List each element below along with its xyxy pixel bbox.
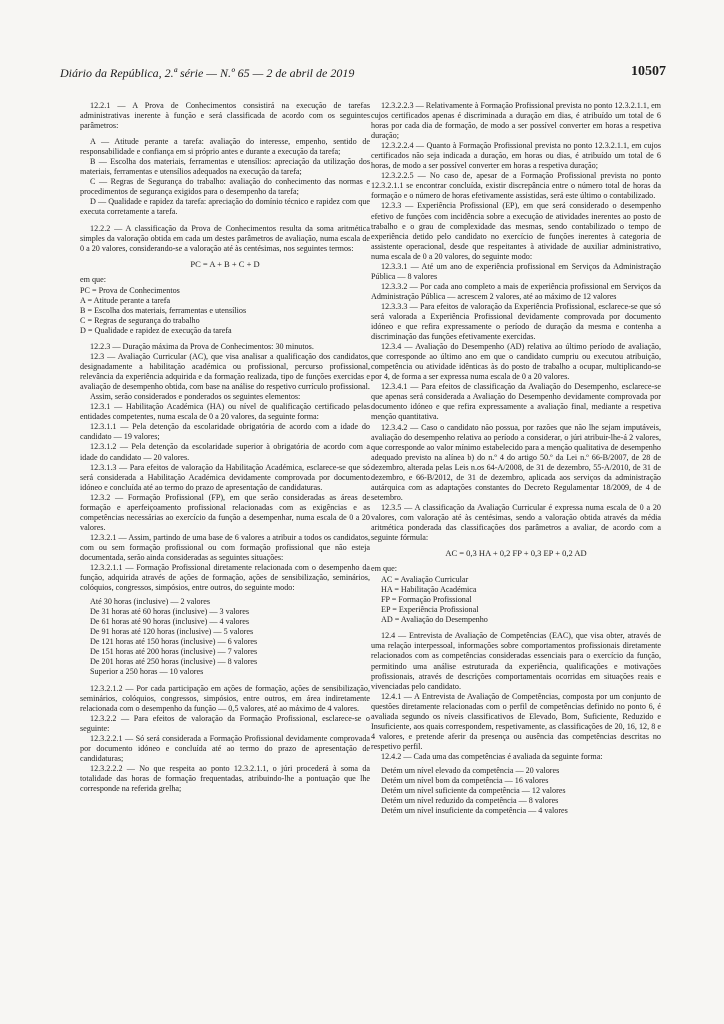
paragraph: em que:	[371, 564, 397, 574]
journal-title: Diário da República, 2.ª série — N.º 65 — 2 de abril de 2019	[60, 66, 355, 80]
paragraph: 12.3.1.2 — Pela detenção da escolaridade superior à obrigatória de acordo com a idade do candidato — 20 valores.	[80, 442, 370, 462]
paragraph: 12.3.5 — A classificação da Avaliação Curricular é expressa numa escala de 0 a 20 valores, com valoração até às centésimas, sendo a valoração obtida através da média aritmética ponderada das classificações dos parâmetros a avaliar, de acordo com a seguinte fórmula:	[371, 502, 661, 543]
paragraph: 12.3.2 — Formação Profissional (FP), em que serão consideradas as áreas de formação e aperfeiçoamento profissional relacionadas com as exigências e as competências necessárias ao exercício da função a desempenhar, numa escala de 0 a 20 valores.	[80, 492, 370, 532]
list-item: B = Escolha dos materiais, ferramentas e utensílios	[80, 305, 247, 315]
paragraph: 12.3.2.2 — Para efeitos de valoração da Formação Profissional, esclarece-se o seguinte:	[80, 713, 370, 733]
list-item: AC = Avaliação Curricular	[381, 575, 469, 585]
paragraph: 12.3.2.2.5 — No caso de, apesar de a Formação Profissional prevista no ponto 12.3.2.1.1 se encontrar concluída, existir discrepância entre o número total de horas da formação e o número de horas efetivamente assistidas, será este último o contabilizado.	[371, 171, 661, 201]
paragraph: 12.3.4.1 — Para efeitos de classificação da Avaliação do Desempenho, esclarece-se que apenas será considerada a Avaliação do Desempenho devidamente comprovada por documento idóneo e que refira expressamente a avaliação final, mediante a respetiva menção quantitativa.	[371, 382, 661, 422]
paragraph: 12.4 — Entrevista de Avaliação de Competências (EAC), que visa obter, através de uma relação interpessoal, informações sobre comportamentos profissionais diretamente relacionados com as competências consideradas essenciais para o exercício da função, permitindo uma análise estruturada da experiência, qualificações e motivações profissionais, através de descrições comportamentais ocorridas em situações reais e vivenciadas pelo candidato.	[371, 631, 661, 691]
paragraph: 12.3.2.2.1 — Só será considerada a Formação Profissional devidamente comprovada por documento idóneo e concluída até ao termo do prazo de apresentação de candidaturas;	[80, 733, 370, 763]
list-item: AD = Avaliação do Desempenho	[381, 615, 488, 625]
legend-list	[80, 286, 370, 336]
list-item: Detém um nível bom da competência — 16 valores	[381, 776, 549, 786]
page-number: 10507	[631, 64, 666, 79]
paragraph: 12.3.3.1 — Até um ano de experiência profissional em Serviços da Administração Pública — 8 valores	[371, 261, 661, 281]
paragraph: 12.3.2.2.4 — Quanto à Formação Profissional prevista no ponto 12.3.2.1.1, em cujos certificados não seja indicada a duração, em horas ou dias, é atribuído um total de 6 horas, de modo a ser possível converter em horas a respetiva duração;	[371, 141, 661, 171]
list-item: De 151 horas até 200 horas (inclusive) — 7 valores	[90, 647, 258, 657]
paragraph: 12.2.3 — Duração máxima da Prova de Conhecimentos: 30 minutos.	[90, 341, 314, 351]
list-item: C = Regras de segurança do trabalho	[80, 315, 200, 325]
paragraph: 12.3.3 — Experiência Profissional (EP), em que será considerado o desempenho efetivo de funções com incidência sobre a execução de atividades inerentes ao posto de trabalho e o grau de complexidade das mesmas, sendo contabilizado o tempo de experiência detido pelo candidato no exercício de funções inerentes à categoria de assistente operacional, desde que respeitantes à atividade de auxiliar administrativo, numa escala de 0 a 20 valores, do seguinte modo:	[371, 201, 661, 261]
list-item: Detém um nível elevado da competência — 20 valores	[381, 766, 560, 775]
paragraph: 12.3.1 — Habilitação Académica (HA) ou nível de qualificação certificado pelas entidades competentes, numa escala de 0 a 20 valores, da seguinte forma:	[80, 402, 370, 422]
list-item: De 121 horas até 150 horas (inclusive) — 6 valores	[90, 637, 258, 647]
list-item: FP = Formação Profissional	[381, 595, 472, 605]
list-item: Detém um nível insuficiente da competência — 4 valores	[381, 806, 568, 816]
paragraph: 12.3.2.2.3 — Relativamente à Formação Profissional prevista no ponto 12.3.2.1.1, em cujos certificados apenas é discriminada a duração em dias, é atribuído um total de 6 horas por cada dia de formação, de modo a ser possível converter em horas a respetiva duração;	[371, 101, 661, 141]
list-item: D = Qualidade e rapidez de execução da tarefa	[80, 325, 232, 335]
list-item: EP = Experiência Profissional	[381, 605, 479, 615]
paragraph: 12.3 — Avaliação Curricular (AC), que visa analisar a qualificação dos candidatos, designadamente a habilitação académica ou profissional, percurso profissional, relevância da experiência adquirida e da formação realizada, tipo de funções exercidas e avaliação de desempenho obtida, com base na análise do respetivo currículo profissional.	[80, 352, 370, 392]
paragraph: 12.4.2 — Cada uma das competências é avaliada da seguinte forma:	[381, 751, 603, 761]
paragraph: 12.3.3.3 — Para efeitos de valoração da Experiência Profissional, esclarece-se que só será valorada a Experiência Profissional devidamente comprovada por documento idóneo e que refira expressamente o período de duração da mesma e contenha a discriminação das funções efetivamente exercidas.	[371, 301, 661, 342]
paragraph: 12.3.2.2.2 — No que respeita ao ponto 12.3.2.1.1, o júri procederá à soma da totalidade das horas de formação frequentadas, atribuindo-lhe a pontuação que lhe corresponde na referida grelha;	[80, 763, 370, 793]
paragraph: 12.3.2.1.1 — Formação Profissional diretamente relacionada com o desempenho da função, adquirida através de ações de formação, ações de sensibilização, seminários, colóquios, congressos, simpósios, entre outros, do seguinte modo:	[80, 563, 370, 593]
paragraph: B — Escolha dos materiais, ferramentas e utensílios: apreciação da utilização dos materiais, ferramentas e utensílios adequados na execução da tarefa;	[80, 157, 370, 177]
list-item: Detém um nível reduzido da competência — 8 valores	[381, 796, 559, 806]
list-item: Detém um nível suficiente da competência — 12 valores	[381, 786, 566, 796]
list-item: De 31 horas até 60 horas (inclusive) — 3 valores	[90, 607, 250, 617]
paragraph: 12.3.4.2 — Caso o candidato não possua, por razões que não lhe sejam imputáveis, avaliação do desempenho relativa ao período a considerar, o júri atribuir-lhe-á 2 valores, que corresponde ao valor mínimo estabelecido para a menção qualitativa de desempenho adequado previsto na alínea b) do n.º 4 do artigo 50.º da Lei n.º 66-B/2007, de 28 de dezembro, alterada pelas Leis n.os 64-A/2008, de 31 de dezembro, 55-A/2010, de 31 de dezembro, e 66-B/2012, de 31 de dezembro, aplicada aos serviços da administração autárquica com as adaptações constantes do Decreto Regulamentar 18/2009, de 4 de setembro.	[371, 422, 661, 502]
paragraph: D — Qualidade e rapidez da tarefa: apreciação do domínio técnico e rapidez com que executa corretamente a tarefa.	[80, 197, 370, 217]
list-item: Até 30 horas (inclusive) — 2 valores	[90, 597, 211, 607]
list-item: PC = Prova de Conhecimentos	[80, 285, 180, 295]
right-column	[371, 101, 661, 822]
paragraph: 12.3.1.1 — Pela detenção da escolaridade obrigatória de acordo com a idade do candidato — 19 valores;	[80, 422, 370, 442]
list-item: De 61 horas até 90 horas (inclusive) — 4 valores	[90, 617, 250, 627]
paragraph: 12.3.1.3 — Para efeitos de valoração da Habilitação Académica, esclarece-se que só será considerada a Habilitação Académica devidamente comprovada por documento idóneo e concluída até ao termo do prazo de apresentação de candidaturas.	[80, 462, 370, 492]
paragraph: 12.2.2 — A classificação da Prova de Conhecimentos resulta da soma aritmética simples da valoração obtida em cada um destes parâmetros de avaliação, numa escala de 0 a 20 valores, considerando-se a valoração até às centésimas, nos seguintes termos:	[80, 223, 370, 253]
list-item: A = Atitude perante a tarefa	[80, 295, 171, 305]
list-item: De 201 horas até 250 horas (inclusive) — 8 valores	[90, 657, 258, 667]
paragraph: C — Regras de Segurança do trabalho: avaliação do conhecimento das normas e procedimentos de segurança exigidos para o desempenho da tarefa;	[80, 177, 370, 197]
page-header	[60, 64, 666, 86]
paragraph: A — Atitude perante a tarefa: avaliação do interesse, empenho, sentido de responsabilidade e confiança em si próprio antes e durante a execução da tarefa;	[80, 137, 370, 157]
paragraph: em que:	[80, 274, 106, 284]
left-column	[80, 101, 370, 794]
list-item: HA = Habilitação Académica	[381, 585, 477, 595]
paragraph: 12.3.3.2 — Por cada ano completo a mais de experiência profissional em Serviços da Administração Pública — acrescem 2 valores, até ao máximo de 12 valores	[371, 281, 661, 301]
formula: PC = A + B + C + D	[190, 258, 260, 269]
paragraph: 12.3.4 — Avaliação do Desempenho (AD) relativa ao último período de avaliação, que corresponde ao último ano em que o candidato cumpriu ou executou atribuição, competência ou atividade idênticas às do posto de trabalho a ocupar, multiplicando-se por 4, de forma a ser expressa numa escala de 0 a 20 valores.	[371, 342, 661, 382]
list-item: Superior a 250 horas — 10 valores	[90, 667, 204, 677]
list-item: De 91 horas até 120 horas (inclusive) — 5 valores	[90, 627, 254, 637]
formula: AC = 0,3 HA + 0,2 FP + 0,3 EP + 0,2 AD	[445, 548, 587, 559]
paragraph: Assim, serão considerados e ponderados os seguintes elementos:	[90, 392, 301, 402]
competence-scale	[371, 766, 661, 816]
paragraph: 12.2.1 — A Prova de Conhecimentos consistirá na execução de tarefas administrativas inerente à função e será classificada de acordo com os seguintes parâmetros:	[80, 101, 370, 131]
paragraph: 12.3.2.1.2 — Por cada participação em ações de formação, ações de sensibilização, seminários, colóquios, congressos, simpósios, entre outros, em área indiretamente relacionada com o desempenho da função — 0,5 valores, até ao máximo de 4 valores.	[80, 683, 370, 713]
paragraph: 12.4.1 — A Entrevista de Avaliação de Competências, composta por um conjunto de questões diretamente relacionadas com o perfil de competências definido no ponto 6, é avaliada segundo os níveis classificativos de Elevado, Bom, Suficiente, Reduzido e Insuficiente, aos quais correspondem, respetivamente, as classificações de 20, 16, 12, 8 e 4 valores, e pretende aferir da presença ou ausência das competências descritas no respetivo perfil.	[371, 691, 661, 751]
legend-list	[371, 575, 661, 625]
hours-scale	[80, 597, 370, 677]
paragraph: 12.3.2.1 — Assim, partindo de uma base de 6 valores a atribuir a todos os candidatos, com ou sem formação profissional ou com formação profissional que não esteja documentada, serão ainda consideradas as seguintes situações:	[80, 532, 370, 562]
